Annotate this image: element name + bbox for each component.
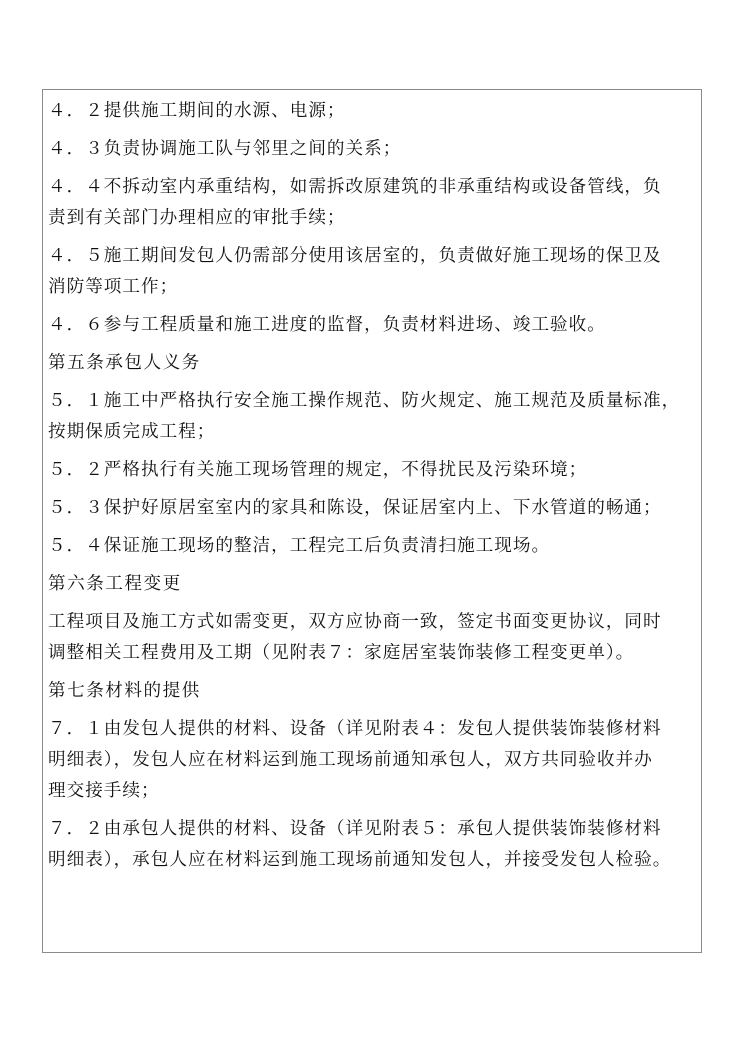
contract-body xyxy=(48,96,700,883)
text-line: 调整相关工程费用及工期（见附表７：家庭居室装饰装修工程变更单）。 xyxy=(48,643,635,663)
clause-paragraph xyxy=(48,310,700,341)
section-heading xyxy=(48,569,700,600)
text-line: ４．５施工期间发包人仍需部分使用该居室的，负责做好施工现场的保卫及 xyxy=(48,246,662,266)
clause-paragraph xyxy=(48,493,700,524)
text-line: 第五条承包人义务 xyxy=(48,353,201,373)
clause-paragraph xyxy=(48,814,700,876)
clause-paragraph xyxy=(48,134,700,165)
text-line: 消防等项工作； xyxy=(48,277,179,297)
text-line: ４．２提供施工期间的水源、电源； xyxy=(48,101,346,121)
text-line: ４．４不拆动室内承重结构，如需拆改原建筑的非承重结构或设备管线，负 xyxy=(48,177,662,197)
text-line: 明细表），承包人应在材料运到施工现场前通知发包人，并接受发包人检验。 xyxy=(48,850,672,870)
text-line: ５．２严格执行有关施工现场管理的规定，不得扰民及污染环境； xyxy=(48,460,588,480)
text-line: ５．３保护好原居室室内的家具和陈设，保证居室内上、下水管道的畅通； xyxy=(48,498,662,518)
clause-paragraph xyxy=(48,172,700,234)
clause-paragraph xyxy=(48,386,700,448)
text-line: 理交接手续； xyxy=(48,781,160,801)
text-line: ５．１施工中严格执行安全施工操作规范、防火规定、施工规范及质量标准， xyxy=(48,391,681,411)
text-line: 按期保质完成工程； xyxy=(48,422,216,442)
text-line: 第七条材料的提供 xyxy=(48,681,201,701)
text-line: ５．４保证施工现场的整洁，工程完工后负责清扫施工现场。 xyxy=(48,536,551,556)
clause-paragraph xyxy=(48,531,700,562)
clause-paragraph xyxy=(48,607,700,669)
text-line: ４．６参与工程质量和施工进度的监督，负责材料进场、竣工验收。 xyxy=(48,315,606,335)
text-line: ４．３负责协调施工队与邻里之间的关系； xyxy=(48,139,402,159)
clause-paragraph xyxy=(48,714,700,807)
section-heading xyxy=(48,676,700,707)
section-heading xyxy=(48,348,700,379)
text-line: 第六条工程变更 xyxy=(48,574,182,594)
clause-paragraph xyxy=(48,455,700,486)
text-line: 工程项目及施工方式如需变更，双方应协商一致，签定书面变更协议，同时 xyxy=(48,612,662,632)
text-line: 责到有关部门办理相应的审批手续； xyxy=(48,208,346,228)
clause-paragraph xyxy=(48,96,700,127)
clause-paragraph xyxy=(48,241,700,303)
text-line: ７．２由承包人提供的材料、设备（详见附表５：承包人提供装饰装修材料 xyxy=(48,819,662,839)
text-line: ７．１由发包人提供的材料、设备（详见附表４：发包人提供装饰装修材料 xyxy=(48,719,662,739)
text-line: 明细表），发包人应在材料运到施工现场前通知承包人，双方共同验收并办 xyxy=(48,750,653,770)
